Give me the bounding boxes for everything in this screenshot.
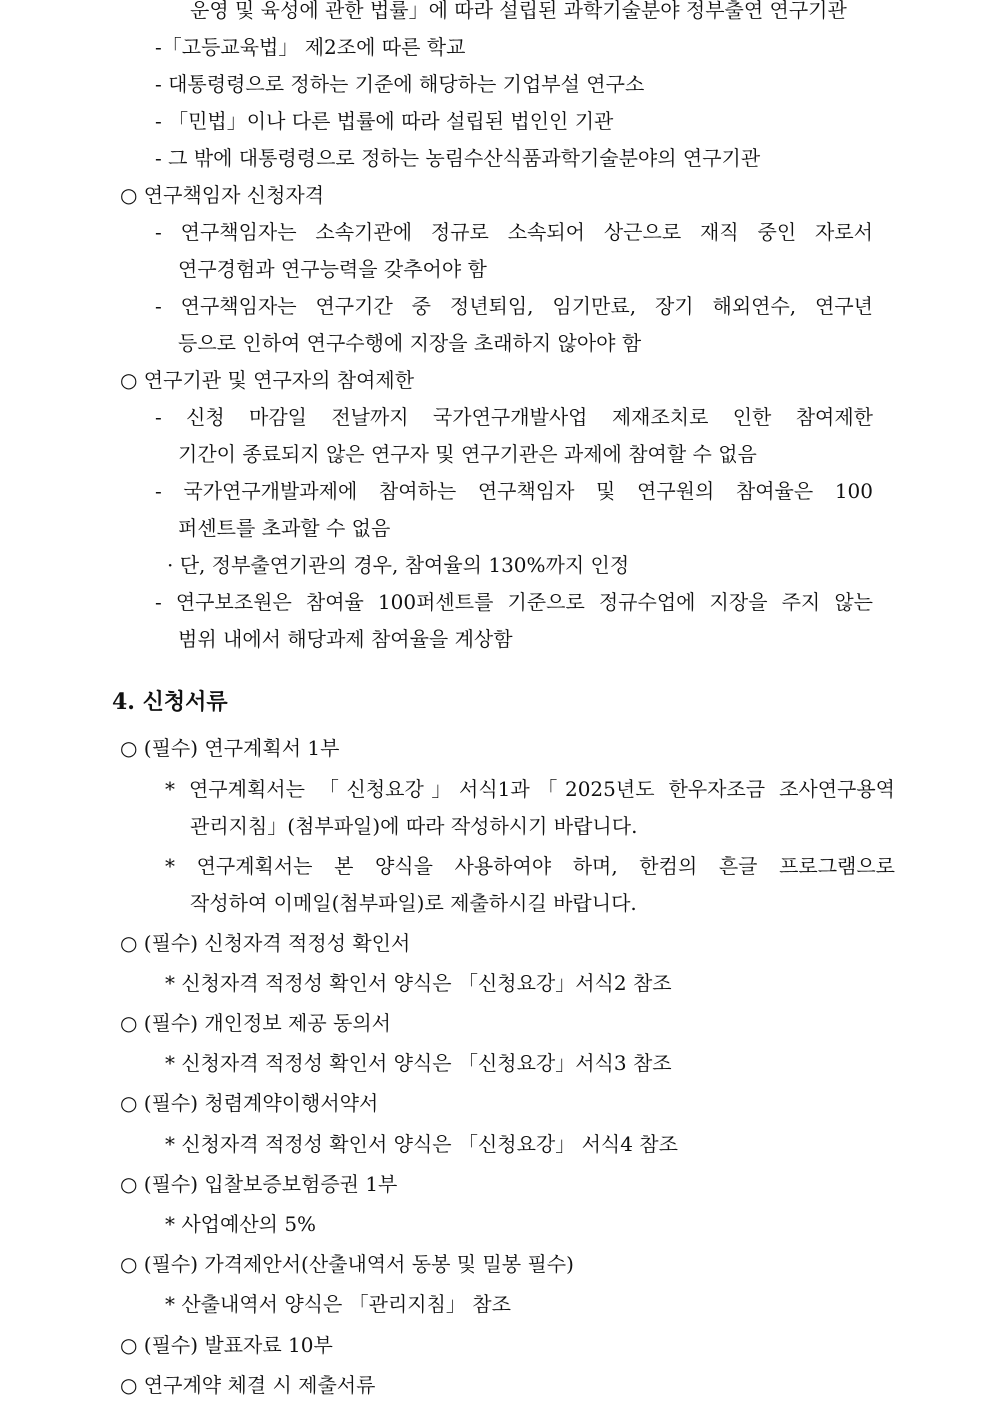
text-line: · 단, 정부출연기관의 경우, 참여율의 130%까지 인정 [167,553,630,577]
text-line: - 대통령령으로 정하는 기준에 해당하는 기업부설 연구소 [155,72,645,96]
text-line: 퍼센트를 초과할 수 없음 [178,516,391,540]
section-bullet: ○ (필수) 개인정보 제공 동의서 [120,1011,392,1035]
section-bullet: ○ (필수) 신청자격 적정성 확인서 [120,931,411,955]
text-line: 기간이 종료되지 않은 연구자 및 연구기관은 과제에 참여할 수 없음 [178,442,757,466]
section-bullet: ○ (필수) 입찰보증보험증권 1부 [120,1172,398,1196]
text-line: 관리지침」(첨부파일)에 따라 작성하시기 바랍니다. [190,814,638,838]
text-line: * 산출내역서 양식은 「관리지침」 참조 [165,1292,511,1316]
text-line: - 「민법」이나 다른 법률에 따라 설립된 법인인 기관 [155,109,614,133]
text-line: 운영 및 육성에 관한 법률」에 따라 설립된 과학기술분야 정부출연 연구기관 [190,0,847,22]
section-bullet: ○ (필수) 가격제안서(산출내역서 동봉 및 밀봉 필수) [120,1252,574,1276]
section-bullet: ○ (필수) 청렴계약이행서약서 [120,1091,379,1115]
text-line: - 신청 마감일 전날까지 국가연구개발사업 제재조치로 인한 참여제한 [155,405,873,429]
text-line: - 국가연구개발과제에 참여하는 연구책임자 및 연구원의 참여율은 100 [155,479,873,503]
text-line: * 연구계획서는 「신청요강」서식1과「2025년도 한우자조금 조사연구용역 [165,777,895,801]
section-bullet: ○ (필수) 발표자료 10부 [120,1333,333,1357]
text-line: - 연구책임자는 연구기간 중 정년퇴임, 임기만료, 장기 해외연수, 연구년 [155,294,873,318]
text-line: * 연구계획서는 본 양식을 사용하여야 하며, 한컴의 흔글 프로그램으로 [165,854,895,878]
text-line: -「고등교육법」 제2조에 따른 학교 [155,35,466,59]
text-line: 작성하여 이메일(첨부파일)로 제출하시길 바랍니다. [190,891,637,915]
text-line: 범위 내에서 해당과제 참여율을 계상함 [178,627,513,651]
text-line: * 신청자격 적정성 확인서 양식은 「신청요강」 서식4 참조 [165,1132,678,1156]
text-line: * 신청자격 적정성 확인서 양식은 「신청요강」서식2 참조 [165,971,672,995]
section-bullet: ○ 연구책임자 신청자격 [120,183,325,207]
text-line: 연구경험과 연구능력을 갖추어야 함 [178,257,487,281]
section-bullet: ○ 연구기관 및 연구자의 참여제한 [120,368,415,392]
text-line: * 사업예산의 5% [165,1212,317,1236]
section-heading: 4. 신청서류 [112,689,228,715]
text-line: 등으로 인하여 연구수행에 지장을 초래하지 않아야 함 [178,331,642,355]
text-line: - 연구보조원은 참여율 100퍼센트를 기준으로 정규수업에 지장을 주지 않는 [155,590,873,614]
section-bullet: ○ 연구계약 체결 시 제출서류 [120,1373,376,1397]
text-line: * 신청자격 적정성 확인서 양식은 「신청요강」서식3 참조 [165,1051,672,1075]
section-bullet: ○ (필수) 연구계획서 1부 [120,736,340,760]
text-line: - 그 밖에 대통령령으로 정하는 농림수산식품과학기술분야의 연구기관 [155,146,761,170]
text-line: - 연구책임자는 소속기관에 정규로 소속되어 상근으로 재직 중인 자로서 [155,220,873,244]
